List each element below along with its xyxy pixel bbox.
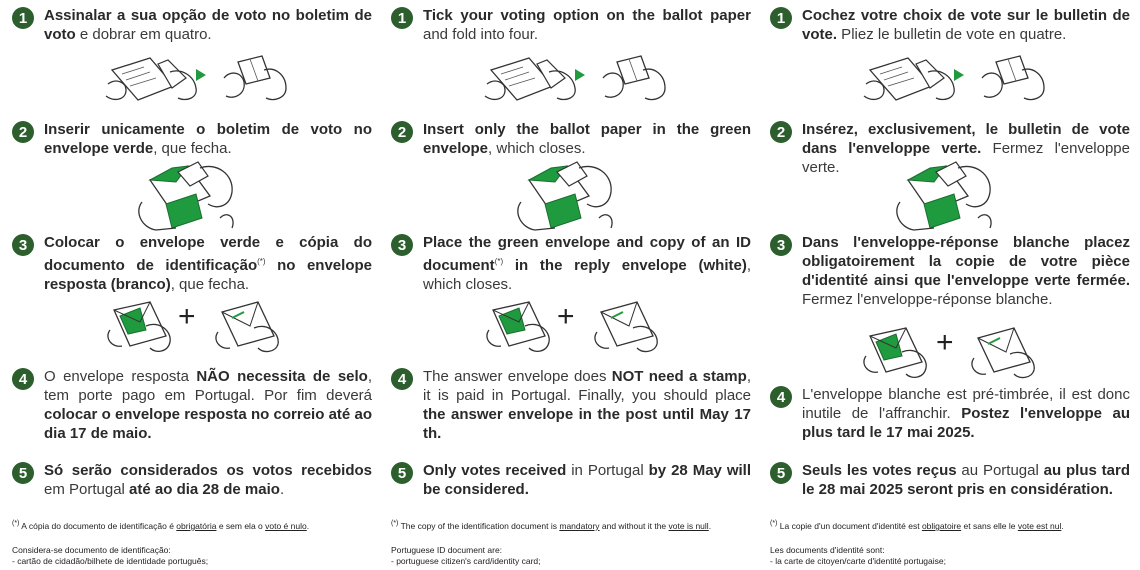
step-2	[391, 120, 751, 158]
step-text	[802, 6, 1130, 44]
bold-text: até ao dia 28 de maio	[129, 481, 280, 498]
footnote-marker: (*)	[391, 520, 399, 527]
column-en	[391, 0, 751, 570]
text-run: .	[1061, 520, 1064, 531]
text-run: e sem ela o	[216, 520, 266, 531]
bold-text: Postez l'enveloppe au plus tard le 17 mai 2025.	[802, 405, 1130, 441]
bold-text: Insérez, exclusivement, le bulletin de vote dans l'enveloppe verte.	[802, 121, 1130, 157]
text-run: O envelope resposta	[44, 368, 197, 385]
text-run: .	[306, 520, 310, 531]
step-5	[770, 461, 1130, 499]
step-number: 3	[770, 234, 792, 256]
step-number: 1	[391, 7, 413, 29]
underlined-text: obligatoire	[921, 520, 962, 531]
text-run: La copie d'un document d'identité est	[777, 520, 922, 531]
bold-text: Colocar o envelope verde e cópia do documento de identificação	[44, 234, 372, 274]
bold-text: Dans l'enveloppe-réponse blanche placez obligatoirement la copie de votre pièce d'identité ainsi que l'enveloppe verte fermée.	[802, 234, 1130, 289]
text-run: , que fecha.	[153, 140, 232, 157]
bold-text: the answer envelope in the post until May 17 th.	[423, 406, 751, 442]
step-number: 1	[12, 7, 34, 29]
footnote	[770, 519, 1140, 531]
step-text	[802, 385, 1130, 442]
step-number: 3	[391, 234, 413, 256]
bold-text: no envelope resposta (branco)	[44, 257, 372, 293]
step-5	[12, 461, 372, 499]
text-run: , which closes.	[423, 257, 751, 293]
step-number: 4	[770, 386, 792, 408]
text-run: .	[279, 481, 285, 498]
step-number: 4	[12, 368, 34, 390]
bold-text: Cochez votre choix de vote sur le bulletin de vote.	[802, 7, 1130, 43]
text-run: , which closes.	[488, 140, 586, 157]
column-pt	[12, 0, 372, 570]
text-run: L'enveloppe blanche est pré-timbrée, il est donc inutile de l'affranchir.	[802, 386, 1130, 422]
footnote	[12, 519, 392, 531]
bold-text: NOT	[611, 368, 644, 385]
step-text	[423, 120, 751, 158]
text-run: A cópia do documento de identificação é	[19, 520, 177, 531]
step-4	[12, 367, 372, 443]
underlined-text: vote is null	[668, 520, 709, 531]
bold-text: by 28 May will be considered.	[423, 462, 751, 498]
step-number: 2	[12, 121, 34, 143]
footnote-marker: (*)	[494, 257, 504, 266]
bold-text: colocar o envelope resposta no correio até ao dia 17 de maio.	[44, 406, 372, 442]
column-fr	[770, 0, 1130, 570]
step-3	[770, 233, 1130, 309]
step-text	[802, 120, 1130, 177]
plus-sign: +	[178, 300, 196, 333]
text-run: Pliez le bulletin de vote en quatre.	[837, 26, 1067, 43]
step-2	[12, 120, 372, 158]
step-5	[391, 461, 751, 499]
text-run: Fermez l'enveloppe-réponse blanche.	[802, 291, 1053, 308]
step-text	[802, 233, 1130, 309]
step-text	[44, 120, 372, 158]
underlined-text: obrigatória	[176, 520, 217, 531]
bold-text: Tick your voting option on the ballot paper	[423, 7, 751, 24]
step-text	[423, 233, 751, 294]
step-text	[44, 233, 372, 294]
step-number: 2	[391, 121, 413, 143]
bold-text: NÃO necessita de selo	[196, 368, 368, 385]
step-number: 5	[12, 462, 34, 484]
bold-text: Place the green envelope and copy of an ID document	[423, 234, 751, 274]
bold-text: need a stamp	[643, 368, 747, 385]
id-doc-item: - cartão de cidadão/bilhete de identidade português;	[12, 556, 209, 566]
text-run: , que fecha.	[170, 276, 250, 293]
step-1	[770, 6, 1130, 44]
step-4	[391, 367, 751, 443]
step-number: 5	[391, 462, 413, 484]
id-doc-heading: Considera-se documento de identificação:	[12, 545, 171, 555]
text-run: The copy of the identification document is	[398, 520, 560, 531]
bold-text: Only votes received	[423, 462, 567, 479]
bold-text: Só serão considerados os votos recebidos	[44, 462, 372, 479]
text-run: Fermez l'enveloppe verte.	[802, 140, 1130, 176]
step-number: 3	[12, 234, 34, 256]
step-number: 1	[770, 7, 792, 29]
bold-text: au plus tard le 28 mai 2025 seront pris en considération.	[802, 462, 1131, 498]
step-number: 4	[391, 368, 413, 390]
bold-text: Insert only the ballot paper in the green envelope	[423, 121, 751, 157]
text-run: and fold into four.	[423, 26, 539, 43]
text-run: , tem porte pago em Portugal. Por fim deverá	[44, 368, 372, 404]
step-text	[44, 6, 372, 44]
footnote-marker: (*)	[770, 520, 778, 527]
underlined-text: voto é nulo	[265, 520, 307, 531]
text-run: in Portugal	[566, 462, 649, 479]
bold-text: Inserir unicamente o boletim de voto no envelope verde	[44, 121, 372, 157]
id-doc-heading: Les documents d'identité sont:	[770, 545, 885, 555]
step-text	[423, 367, 751, 443]
step-number: 5	[770, 462, 792, 484]
id-doc-item: - portuguese citizen's card/identity card;	[391, 556, 541, 566]
text-run: au Portugal	[956, 462, 1044, 479]
step-text	[423, 6, 751, 44]
text-run: em Portugal	[44, 481, 130, 498]
plus-sign: +	[936, 326, 954, 359]
underlined-text: mandatory	[559, 520, 600, 531]
text-run: e dobrar em quatro.	[75, 26, 212, 43]
footnote-marker: (*)	[12, 520, 20, 527]
text-run: .	[708, 520, 712, 531]
step-number: 2	[770, 121, 792, 143]
text-run: , it is paid in Portugal. Finally, you should place	[423, 368, 751, 404]
step-text	[44, 461, 372, 499]
step-text	[423, 461, 751, 499]
step-2	[770, 120, 1130, 177]
underlined-text: vote est nul	[1017, 520, 1062, 531]
footnote-marker: (*)	[257, 257, 266, 266]
text-run: The answer envelope does	[423, 368, 612, 385]
step-4	[770, 385, 1130, 442]
step-1	[391, 6, 751, 44]
bold-text: in the reply envelope (white)	[503, 257, 747, 274]
id-doc-item: - la carte de citoyen/carte d'identité portugaise;	[770, 556, 946, 566]
bold-text: Seuls les votes reçus	[802, 462, 957, 479]
id-doc-heading: Portuguese ID document are:	[391, 545, 503, 555]
step-3	[12, 233, 372, 294]
step-text	[44, 367, 372, 443]
bold-text: Assinalar a sua opção de voto no boletim de voto	[44, 7, 372, 43]
step-text	[802, 461, 1130, 499]
step-1	[12, 6, 372, 44]
text-run: et sans elle le	[961, 520, 1018, 531]
plus-sign: +	[557, 300, 575, 333]
text-run: and without it the	[599, 520, 669, 531]
step-3	[391, 233, 751, 294]
footnote	[391, 519, 771, 531]
